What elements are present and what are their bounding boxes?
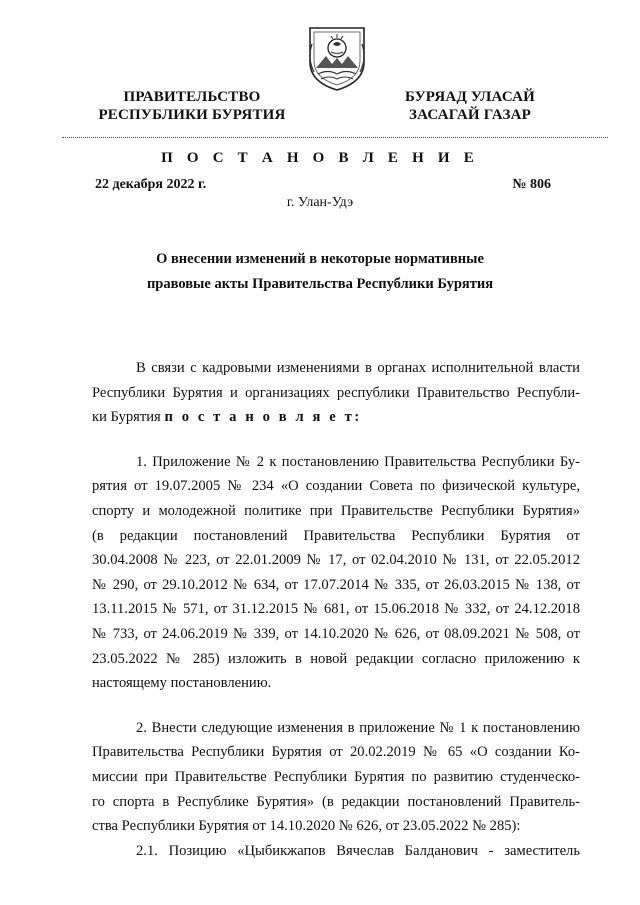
paragraph-2 bbox=[92, 716, 580, 839]
paragraph-2-line: миссии при Правительстве Республики Бурятия по развитию студенческо- bbox=[92, 768, 580, 785]
intro-line: В связи с кадровыми изменениями в органах исполнительной власти bbox=[136, 360, 580, 376]
intro-line-last bbox=[92, 405, 580, 430]
document-type: П О С Т А Н О В Л Е Н И Е bbox=[161, 150, 479, 166]
paragraph-2-line: го спорта в Республике Бурятия» (в редакции постановлений Правитель- bbox=[92, 793, 580, 810]
document-body bbox=[92, 356, 580, 863]
paragraph-1 bbox=[92, 450, 580, 696]
paragraph-1-line: 13.11.2015 № 571, от 31.12.2015 № 681, от 15.06.2018 № 332, от 24.12.2018 bbox=[92, 601, 580, 618]
intro-line-text: ки Бурятия bbox=[92, 409, 161, 426]
document-city: г. Улан-Удэ bbox=[286, 195, 354, 210]
intro-keyword: п о с т а н о в л я е т: bbox=[164, 409, 362, 426]
government-name-line2: РЕСПУБЛИКИ БУРЯТИЯ bbox=[98, 107, 286, 123]
paragraph-1-line: № 733, от 24.06.2019 № 339, от 14.10.2020 № 626, от 08.09.2021 № 508, от bbox=[92, 625, 580, 642]
government-name-line1: ПРАВИТЕЛЬСТВО bbox=[123, 89, 261, 105]
document-date: 22 декабря 2022 г. bbox=[95, 177, 207, 192]
intro-paragraph bbox=[92, 356, 580, 430]
paragraph-2-line-last: ства Республики Бурятия от 14.10.2020 № 626, от 23.05.2022 № 285): bbox=[92, 818, 521, 835]
paragraph-1-line: 1. Приложение № 2 к постановлению Правительства Республики Бу- bbox=[136, 453, 580, 470]
paragraph-1-line-last: настоящему постановлению. bbox=[92, 675, 272, 692]
paragraph-2-1-line: 2.1. Позицию «Цыбикжапов Вячеслав Балданович - заместитель bbox=[136, 842, 580, 859]
document-number: № 806 bbox=[512, 177, 551, 192]
government-name-buryat-line2: ЗАСАГАЙ ГАЗАР bbox=[409, 107, 531, 123]
document-title bbox=[90, 247, 550, 297]
paragraph-1-line: (в редакции постановлений Правительства Республики Бурятия от bbox=[92, 527, 580, 544]
paragraph-2-line: Правительства Республики Бурятия от 20.02.2019 № 65 «О создании Ко- bbox=[92, 744, 580, 761]
paragraph-1-line: спорту и молодежной политике при Правительстве Республики Бурятия» bbox=[92, 502, 580, 519]
government-name-buryat bbox=[390, 88, 550, 124]
document-title-line1: О внесении изменений в некоторые нормативные bbox=[156, 251, 484, 267]
paragraph-1-line: рятия от 19.07.2005 № 234 «О создании Совета по физической культуре, bbox=[92, 478, 580, 495]
paragraph-1-line: 23.05.2022 № 285) изложить в новой редакции согласно приложению к bbox=[92, 650, 580, 667]
paragraph-2-line: 2. Внести следующие изменения в приложение № 1 к постановлению bbox=[136, 719, 580, 736]
government-name-russian bbox=[92, 88, 292, 124]
republic-emblem-icon bbox=[304, 24, 370, 92]
intro-line: Республики Бурятия и организациях республики Правительство Республи- bbox=[92, 384, 580, 401]
paragraph-1-line: 30.04.2008 № 223, от 22.01.2009 № 17, от 02.04.2010 № 131, от 22.05.2012 bbox=[92, 552, 580, 569]
header-divider bbox=[62, 137, 608, 138]
document-title-line2: правовые акты Правительства Республики Бурятия bbox=[146, 276, 494, 292]
government-name-buryat-line1: БУРЯАД УЛАСАЙ bbox=[404, 89, 536, 105]
paragraph-2-1 bbox=[92, 839, 580, 864]
paragraph-1-line: № 290, от 29.10.2012 № 634, от 17.07.2014 № 335, от 26.03.2015 № 138, от bbox=[92, 576, 580, 593]
